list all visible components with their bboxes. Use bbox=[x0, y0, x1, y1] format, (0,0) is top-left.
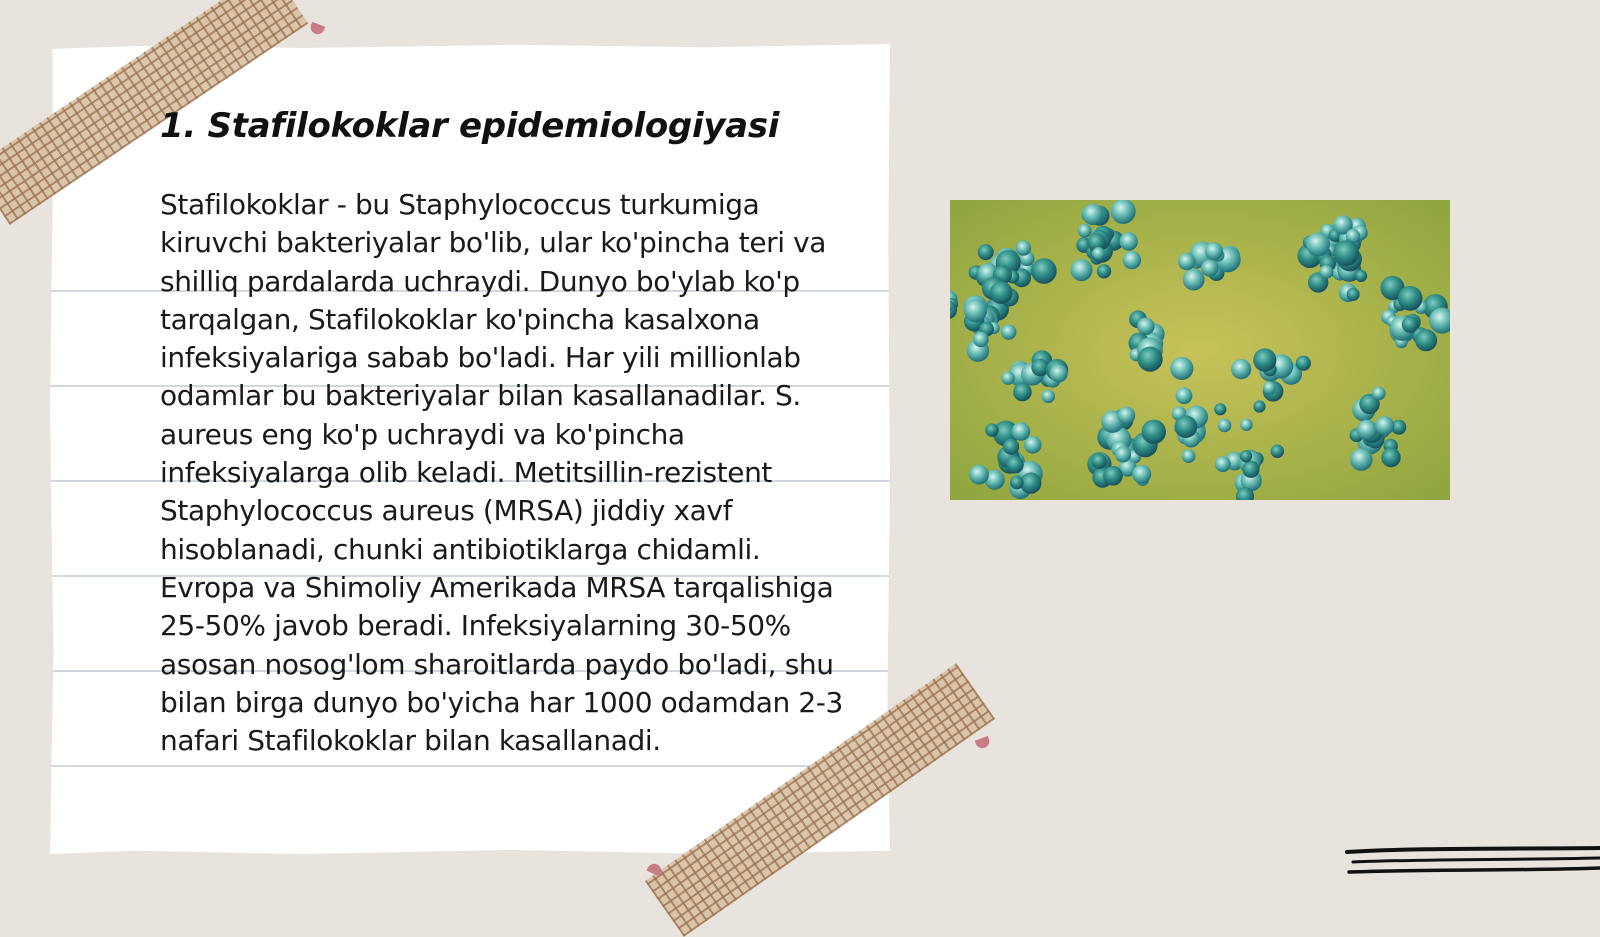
scribble-lines bbox=[1345, 846, 1600, 896]
tape-clip bbox=[975, 736, 992, 750]
staphylococcus-micrograph-image bbox=[950, 200, 1450, 500]
tape-clip bbox=[309, 22, 326, 36]
slide-body-text: Stafilokoklar - bu Staphylococcus turkumiga kiruvchi bakteriyalar bo'lib, ular ko'pincha teri va shilliq pardalarda uchraydi. Dunyo bo'ylab ko'p tarqalgan, Stafilokoklar ko'pincha kasalxona infeksiyalariga sabab bo'ladi. Har yili millionlab odamlar bu bakteriyalar bilan kasallanadilar. S. aureus eng ko'p uchraydi va ko'pincha infeksiyalarga olib keladi. Metitsillin-rezistent Staphylococcus aureus (MRSA) jiddiy xavf hisoblanadi, chunki antibiotiklarga chidamli. Evropa va Shimoliy Amerikada MRSA tarqalishiga 25-50% javob beradi. Infeksiyalarning 30-50% asosan nosog'lom sharoitlarda paydo bo'ladi, shu bilan birga dunyo bo'yicha har 1000 odamdan 2-3 nafari Stafilokoklar bilan kasallanadi. bbox=[160, 188, 843, 758]
slide-title: 1. Stafilokoklar epidemiologiyasi bbox=[160, 106, 780, 146]
ruled-line bbox=[50, 765, 890, 767]
